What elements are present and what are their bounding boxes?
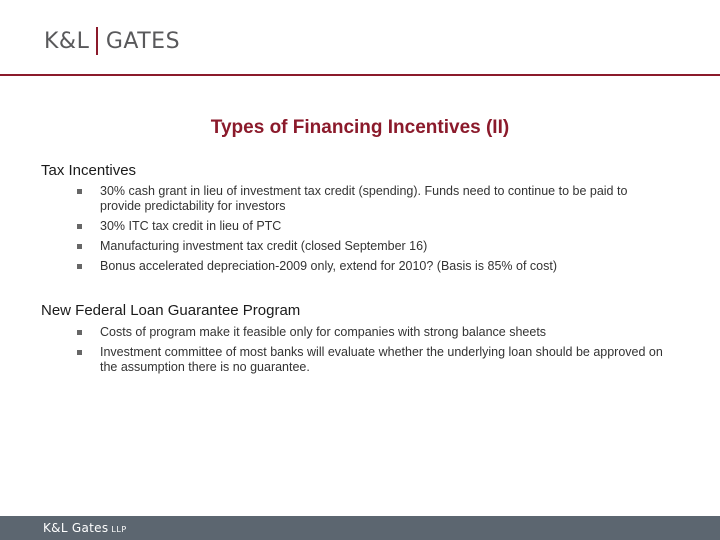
footer-bar [0,516,720,540]
bullet-text: Investment committee of most banks will evaluate whether the underlying loan should be approved on the assumption there is no guarantee. [100,345,663,374]
list-item [77,345,667,375]
bullet-square-icon [77,244,82,249]
logo-left-text: K&L [44,28,90,54]
bullet-square-icon [77,350,82,355]
footer-firm-name [43,521,127,535]
header-rule [0,74,720,76]
section-heading-tax: Tax Incentives [41,162,137,179]
bullet-list-tax [77,184,667,279]
list-item [77,239,667,254]
list-item [77,219,667,234]
footer-firm-text: K&L Gates [43,521,109,535]
bullet-text: Manufacturing investment tax credit (closed September 16) [100,239,428,253]
bullet-text: 30% ITC tax credit in lieu of PTC [100,219,282,233]
bullet-text: 30% cash grant in lieu of investment tax credit (spending). Funds need to continue to be paid to provide predictability for investors [100,184,628,213]
list-item [77,325,667,340]
bullet-text: Costs of program make it feasible only for companies with strong balance sheets [100,325,547,339]
section-heading-loan: New Federal Loan Guarantee Program [41,302,301,319]
bullet-square-icon [77,330,82,335]
logo-divider [96,27,98,55]
list-item [77,259,667,274]
bullet-square-icon [77,189,82,194]
list-item [77,184,667,214]
footer-llp: LLP [111,525,127,534]
firm-logo [44,27,180,55]
bullet-square-icon [77,224,82,229]
bullet-square-icon [77,264,82,269]
slide-title: Types of Financing Incentives (II) [210,117,510,138]
bullet-text: Bonus accelerated depreciation-2009 only, extend for 2010? (Basis is 85% of cost) [100,259,557,273]
logo-right-text: GATES [105,28,181,54]
bullet-list-loan [77,325,667,380]
